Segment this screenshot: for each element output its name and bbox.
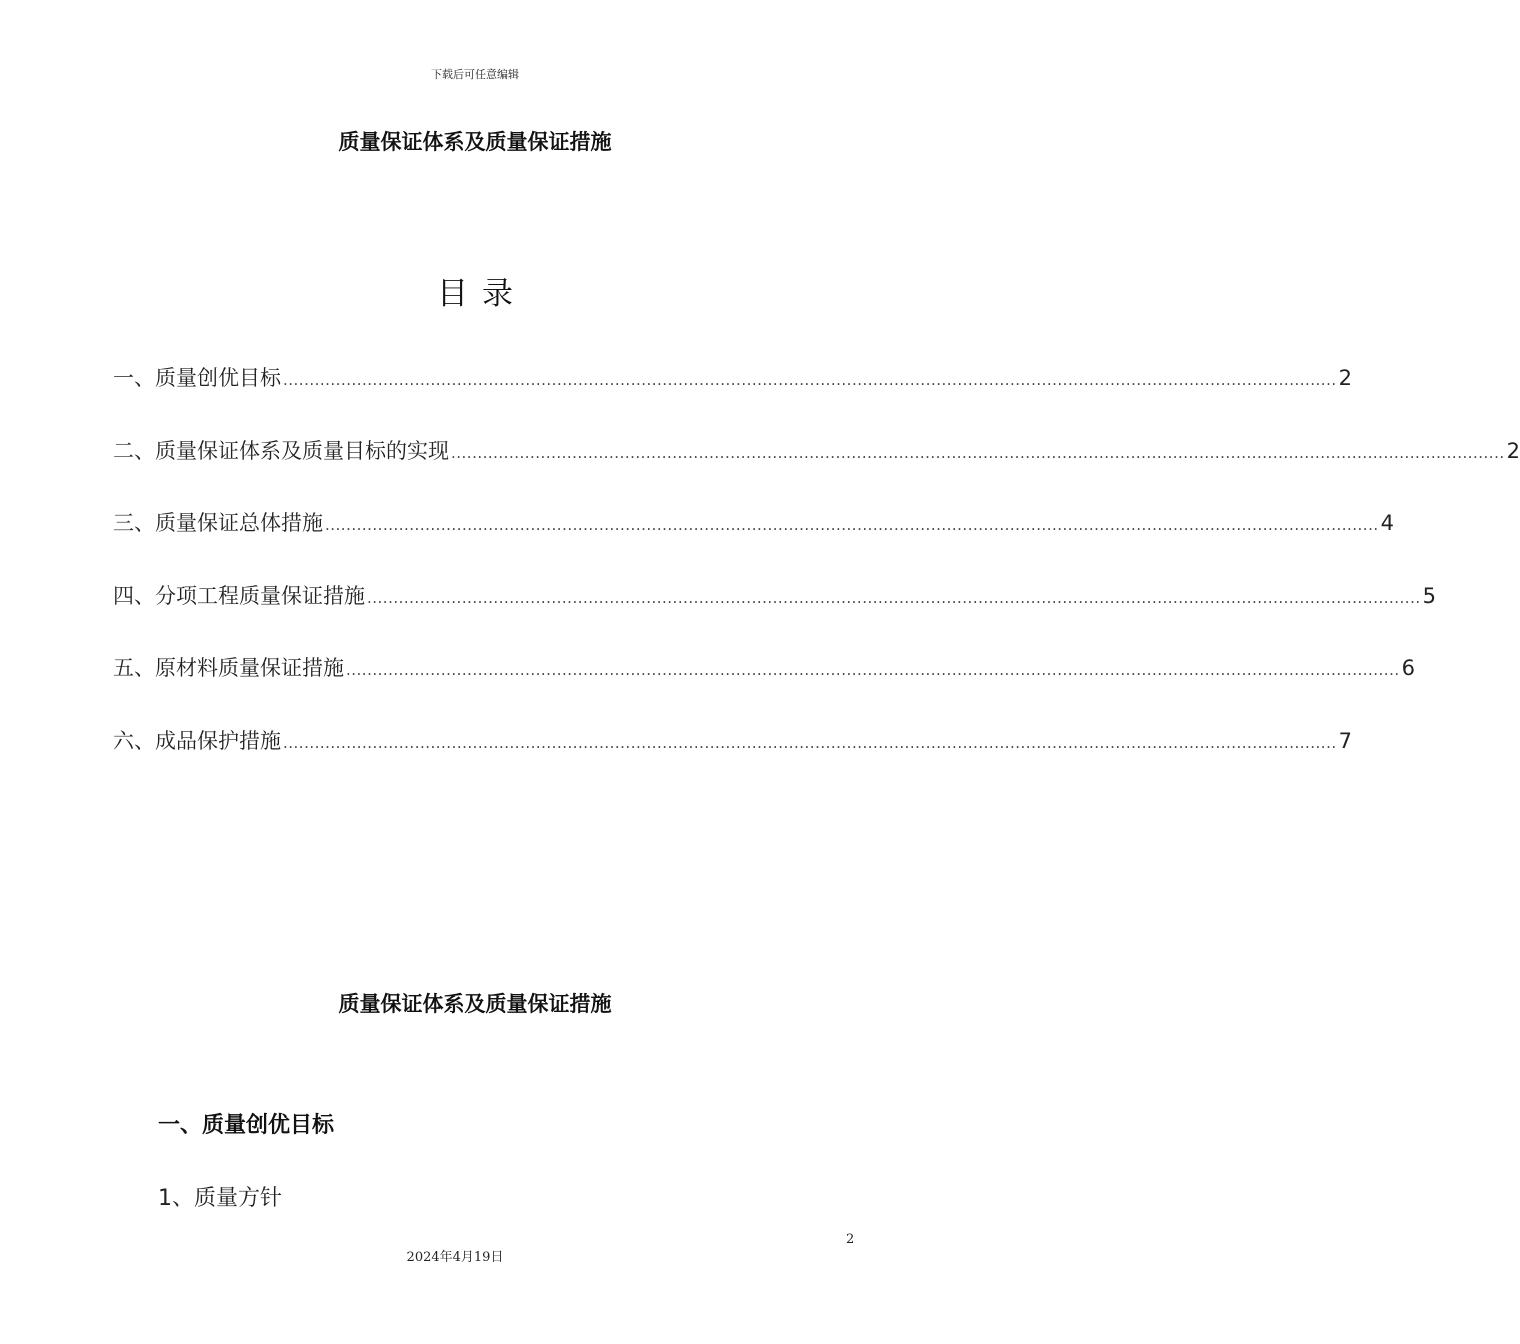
toc-heading: 目录 (437, 276, 527, 312)
page-number: 2 (846, 1232, 855, 1247)
toc-entry-label: 三、质量保证总体措施 (113, 511, 323, 535)
toc-leader-dots: ........................................................................................................................................................................................................ (283, 371, 1337, 389)
toc-entry-page: 2 (1506, 438, 1520, 463)
body-title: 质量保证体系及质量保证措施 (338, 992, 612, 1016)
toc-entry-label: 六、成品保护措施 (113, 728, 281, 753)
toc-entry-label: 一、质量创优目标 (113, 366, 281, 390)
toc-entry-page: 6 (1401, 656, 1415, 680)
toc-leader-dots: ........................................................................................................................................................................................................ (367, 588, 1421, 607)
toc-entry-page: 2 (1338, 366, 1352, 390)
toc-entry-label: 二、质量保证体系及质量目标的实现 (113, 438, 449, 463)
toc-leader-dots: ........................................................................................................................................................................................................ (346, 661, 1400, 679)
footer-date: 2024年4月19日 (406, 1250, 504, 1265)
toc-entry[interactable] (113, 435, 1520, 467)
toc-entry-label: 五、原材料质量保证措施 (113, 656, 344, 680)
section-heading: 一、质量创优目标 (158, 1113, 335, 1138)
toc-entry-label: 四、分项工程质量保证措施 (113, 583, 365, 608)
toc-entry-page: 4 (1380, 511, 1394, 535)
toc-entry[interactable] (113, 507, 1394, 539)
toc-entry-page: 7 (1338, 728, 1352, 753)
toc-entry[interactable] (113, 362, 1352, 394)
toc-entry[interactable] (113, 725, 1352, 757)
toc-leader-dots: ........................................................................................................................................................................................................ (325, 516, 1379, 534)
toc-leader-dots: ........................................................................................................................................................................................................ (451, 443, 1505, 462)
document-title: 质量保证体系及质量保证措施 (338, 130, 612, 154)
sub-heading: 1、质量方针 (158, 1186, 282, 1211)
toc-entry[interactable] (113, 580, 1436, 612)
toc-entry[interactable] (113, 652, 1415, 684)
toc-leader-dots: ........................................................................................................................................................................................................ (283, 733, 1337, 752)
header-note: 下载后可任意编辑 (431, 68, 519, 81)
table-of-contents (113, 362, 1520, 797)
toc-entry-page: 5 (1422, 583, 1436, 608)
